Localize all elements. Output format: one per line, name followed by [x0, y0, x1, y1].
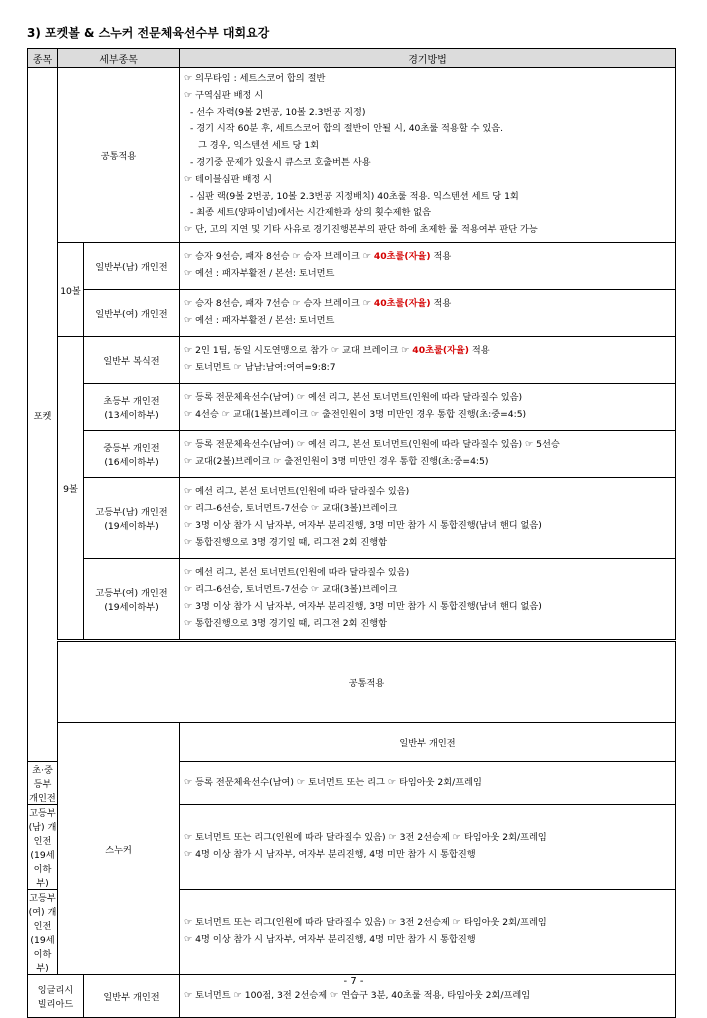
event-method [180, 805, 676, 890]
pocket-common-label: 공통적용 [58, 68, 180, 243]
method-line: 그 경우, 익스텐션 세트 당 1회 [198, 140, 320, 152]
ball10-label: 10볼 [58, 243, 84, 337]
event-method [180, 243, 676, 290]
method-line: ☞ 토너먼트 또는 리그(인원에 따라 달라질수 있음) ☞ 3전 2선승제 ☞ 타임아웃 2회/프레임 [184, 832, 547, 844]
english-billiards-label: 잉글리시 빌리아드 [28, 975, 84, 1018]
snooker-general-row [28, 723, 676, 762]
event-method [180, 762, 676, 805]
ball9-high-women-row [28, 559, 676, 641]
method-line: ☞ 리그-6선승, 토너먼트-7선승 ☞ 교대(3볼)브레이크 [184, 503, 398, 515]
event-name: 일반부(남) 개인전 [84, 243, 180, 290]
method-line: ☞ 의무타임 : 세트스코어 합의 절반 [184, 73, 326, 85]
event-name: 일반부(여) 개인전 [84, 290, 180, 337]
event-method [180, 890, 676, 975]
header-method: 경기방법 [180, 49, 676, 68]
method-line: ☞ 등록 전문체육선수(남여) ☞ 예선 리그, 본선 토너먼트(인원에 따라 달라질수 있음) [184, 392, 523, 404]
method-line: ☞ 예선 리그, 본선 토너먼트(인원에 따라 달라질수 있음) [184, 567, 410, 579]
method-line: ☞ 단, 고의 지연 및 기타 사유로 경기진행본부의 판단 하에 초제한 룰 적용여부 판단 가능 [184, 224, 538, 236]
method-line: ☞ 등록 전문체육선수(남여) ☞ 토너먼트 또는 리그 ☞ 타임아웃 2회/프레임 [184, 776, 482, 788]
method-line: ☞ 3명 이상 참가 시 남자부, 여자부 분리진행, 3명 미만 참가 시 통합진행(남녀 핸디 없음) [184, 520, 542, 531]
method-line: - 최종 세트(양파이널)에서는 시간제한과 상의 횟수제한 없음 [190, 207, 432, 219]
method-line: ☞ 예선 : 패자부활전 / 본선: 토너먼트 [184, 268, 335, 279]
snooker-label: 스누커 [58, 723, 180, 975]
event-name: 일반부 개인전 [180, 723, 676, 762]
ball9-high-men-row [28, 478, 676, 559]
method-line: ☞ 토너먼트 ☞ 100점, 3전 2선승제 ☞ 연습구 3분, 40초룰 적용, 타임아웃 2회/프레임 [184, 989, 531, 1001]
event-name: 고등부(여) 개인전 (19세이하부) [28, 890, 58, 975]
common2-label: 공통적용 [58, 641, 676, 723]
event-method [180, 337, 676, 384]
method-line: - 경기 시작 60분 후, 세트스코어 합의 절반이 안될 시, 40초룰 적용할 수 있음. [190, 123, 504, 135]
method-line: ☞ 교대(2볼)브레이크 ☞ 출전인원이 3명 미만인 경우 통합 진행(초:중=4:5) [184, 456, 489, 467]
common2-row [28, 641, 676, 723]
rules-table [27, 48, 676, 1018]
method-line: - 경기중 문제가 있을시 큐스코 호출버튼 사용 [190, 157, 371, 168]
method-line: - 심판 랙(9볼 2번공, 10볼 2.3번공 지정배치) 40초룰 적용. 익스텐션 세트 당 1회 [190, 190, 519, 202]
method-line: ☞ 리그-6선승, 토너먼트-7선승 ☞ 교대(3볼)브레이크 [184, 584, 398, 596]
event-name: 일반부 개인전 [84, 975, 180, 1018]
ball9-label: 9볼 [58, 337, 84, 641]
event-name: 초등부 개인전 (13세이하부) [84, 384, 180, 431]
event-method [180, 431, 676, 478]
rule-40s-highlight: 40초룰(자율) [412, 345, 469, 357]
ball9-middle-row [28, 431, 676, 478]
method-line: ☞ 등록 전문체육선수(남여) ☞ 예선 리그, 본선 토너먼트(인원에 따라 달라질수 있음) ☞ 5선승 [184, 439, 560, 451]
pocket-common-row [28, 68, 676, 243]
event-method [180, 290, 676, 337]
ball9-elementary-row [28, 384, 676, 431]
method-line: ☞ 승자 8선승, 패자 7선승 ☞ 승자 브레이크 ☞ 40초룰(자율) 적용 [184, 298, 452, 310]
rule-40s-highlight: 40초룰(자율) [373, 251, 431, 263]
event-name: 중등부 개인전 (16세이하부) [84, 431, 180, 478]
method-line: ☞ 토너먼트 또는 리그(인원에 따라 달라질수 있음) ☞ 3전 2선승제 ☞ 타임아웃 2회/프레임 [184, 917, 547, 929]
method-line: ☞ 4선승 ☞ 교대(1볼)브레이크 ☞ 출전인원이 3명 미만인 경우 통합 진행(초:중=4:5) [184, 409, 527, 420]
ball9-doubles-row [28, 337, 676, 384]
event-name: 고등부(여) 개인전 (19세이하부) [84, 559, 180, 641]
event-method [180, 384, 676, 431]
event-name: 일반부 복식전 [84, 337, 180, 384]
method-line: ☞ 토너먼트 ☞ 남남:남여:여여=9:8:7 [184, 362, 336, 373]
event-method [180, 478, 676, 559]
event-name: 고등부(남) 개인전 (19세이하부) [28, 805, 58, 890]
header-row [28, 49, 676, 68]
method-line: ☞ 예선 리그, 본선 토너먼트(인원에 따라 달라질수 있음) [184, 486, 410, 498]
event-name: 초·중등부 개인전 [28, 762, 58, 805]
method-line: ☞ 4명 이상 참가 시 남자부, 여자부 분리진행, 4명 미만 참가 시 통합진행 [184, 849, 476, 860]
method-line: ☞ 예선 : 패자부활전 / 본선: 토너먼트 [184, 315, 335, 326]
header-sub-event: 세부종목 [58, 49, 180, 68]
pocket-label: 포켓 [28, 68, 58, 762]
method-line: ☞ 통합진행으로 3명 경기일 때, 리그전 2회 진행함 [184, 536, 388, 548]
method-line: ☞ 통합진행으로 3명 경기일 때, 리그전 2회 진행함 [184, 617, 388, 629]
method-line: ☞ 테이블심판 배정 시 [184, 173, 273, 185]
rule-40s-highlight: 40초룰(자율) [373, 298, 431, 310]
pocket-common-method [180, 68, 676, 243]
page-heading: 3) 포켓볼 & 스누커 전문체육선수부 대회요강 [27, 26, 270, 40]
method-line: ☞ 4명 이상 참가 시 남자부, 여자부 분리진행, 4명 미만 참가 시 통합진행 [184, 934, 476, 945]
ball10-men-row [28, 243, 676, 290]
ball10-women-row [28, 290, 676, 337]
method-line: ☞ 구역심판 배정 시 [184, 89, 264, 101]
header-event: 종목 [28, 49, 58, 68]
event-name: 고등부(남) 개인전 (19세이하부) [84, 478, 180, 559]
method-line: ☞ 2인 1팀, 동일 시도연맹으로 참가 ☞ 교대 브레이크 ☞ 40초룰(자율) 적용 [184, 345, 490, 357]
method-line: ☞ 승자 9선승, 패자 8선승 ☞ 승자 브레이크 ☞ 40초룰(자율) 적용 [184, 251, 452, 263]
method-line: ☞ 3명 이상 참가 시 남자부, 여자부 분리진행, 3명 미만 참가 시 통합진행(남녀 핸디 없음) [184, 601, 542, 612]
method-line: - 선수 자력(9볼 2번공, 10볼 2.3번공 지정) [190, 106, 366, 118]
event-method [180, 559, 676, 641]
page-number: - 7 - [343, 976, 364, 987]
